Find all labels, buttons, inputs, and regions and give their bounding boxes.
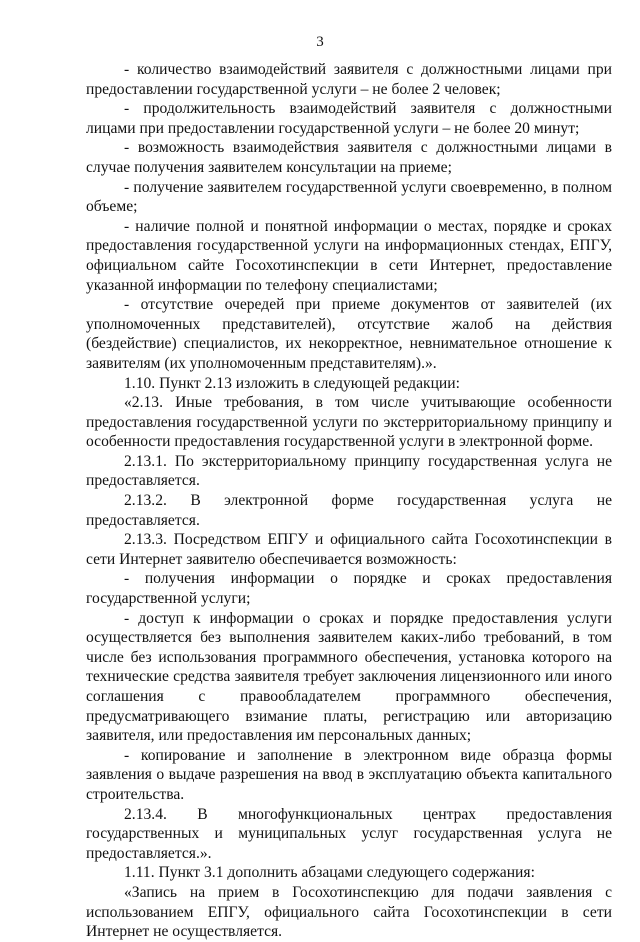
paragraph: - доступ к информации о сроках и порядке предоставления услуги осуществляется без выполнения заявителем каких-либо требований, в том числе без использования программного обеспечения, установка которого на технические средства заявителя требует заключения лицензионного или иного соглашения с правообладателем программного обеспечения, предусматривающего взимание платы, регистрацию или авторизацию заявителя, или предоставления им персональных данных;: [86, 609, 612, 745]
page-number: 3: [316, 34, 324, 50]
paragraph: - получения информации о порядке и сроках предоставления государственной услуги;: [86, 570, 612, 608]
paragraph: - получение заявителем государственной услуги своевременно, в полном объеме;: [86, 178, 612, 216]
paragraph: - наличие полной и понятной информации о местах, порядке и сроках предоставления государственной услуги на информационных стендах, ЕПГУ, официальном сайте Госохотинспекции в сети Интернет, предоставление указанной информации по телефону специалистами;: [86, 217, 612, 294]
paragraph: 2.13.1. По экстерриториальному принципу государственная услуга не предоставляется.: [86, 452, 612, 490]
paragraph: 1.10. Пункт 2.13 изложить в следующей редакции:: [124, 374, 460, 392]
paragraph: - копирование и заполнение в электронном виде образца формы заявления о выдаче разрешения на ввод в эксплуатацию объекта капитального строительства.: [86, 746, 612, 803]
paragraph: 1.11. Пункт 3.1 дополнить абзацами следующего содержания:: [124, 864, 535, 882]
paragraph: - возможность взаимодействия заявителя с должностными лицами в случае получения заявителем консультации на приеме;: [86, 139, 612, 176]
paragraph: 2.13.3. Посредством ЕПГУ и официального сайта Госохотинспекции в сети Интернет заявителю обеспечивается возможность:: [86, 531, 612, 568]
paragraph: - отсутствие очередей при приеме документов от заявителей (их уполномоченных представителей), отсутствие жалоб на действия (бездействие) специалистов, их некорректное, невнимательное отношение к заявителям (их уполномоченным представителям).».: [86, 296, 612, 372]
paragraph: - количество взаимодействий заявителя с должностными лицами при предоставлении государственной услуги – не более 2 человек;: [86, 61, 612, 98]
paragraph: - продолжительность взаимодействий заявителя с должностными лицами при предоставлении государственной услуги – не более 20 минут;: [86, 100, 612, 137]
paragraph: «2.13. Иные требования, в том числе учитывающие особенности предоставления государственной услуги по экстерриториальному принципу и особенности предоставления государственной услуги в электронной форме.: [86, 394, 612, 451]
paragraph: «Запись на прием в Госохотинспекцию для подачи заявления с использованием ЕПГУ, официального сайта Госохотинспекции в сети Интернет не осуществляется.: [86, 883, 612, 941]
paragraph: 2.13.4. В многофункциональных центрах предоставления государственных и муниципальных услуг государственная услуга не предоставляется.».: [86, 805, 612, 862]
paragraph: 2.13.2. В электронной форме государственная услуга не предоставляется.: [86, 492, 612, 529]
document-body: [86, 60, 612, 942]
